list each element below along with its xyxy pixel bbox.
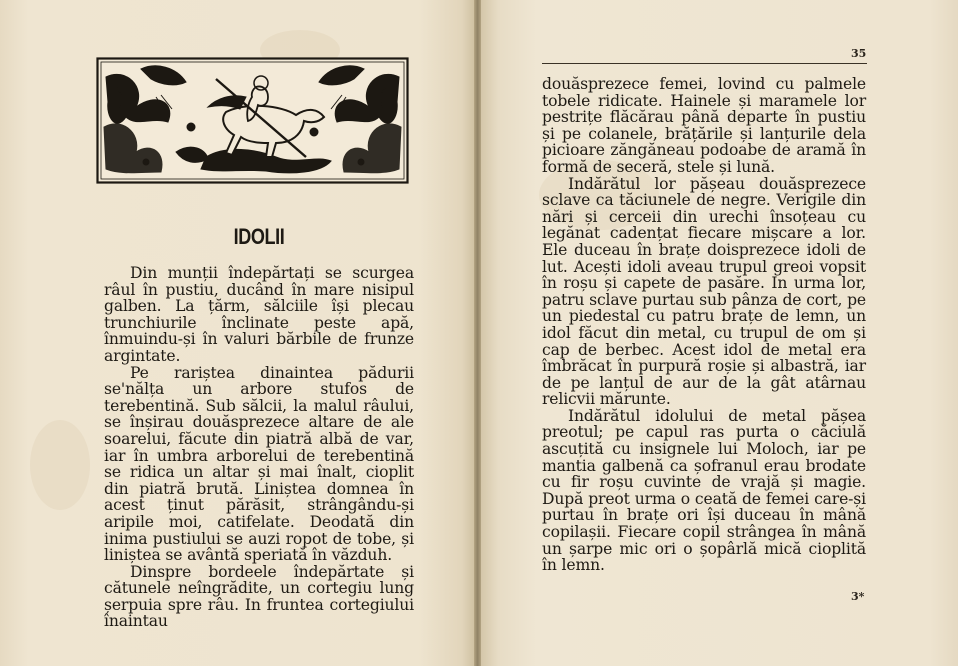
paragraph: Pe rariștea dinaintea pădurii se'nălța un arbore stufos de terebentină. Sub sălcii, la malul râului, se înșirau douăsprezece altare de ale soarelui, făcute din piatră albă de var, iar în umbra arborelui de terebentină se ridica un altar și mai înalt, cioplit din piatră brută. Liniștea domnea în acest ținut părăsit, strângându-și aripile moi, catifelate. Deodată din inima pustiului se auzi ropot de tobe, și liniștea se avântă speriată în văzduh.	[104, 363, 414, 565]
left-page-body	[104, 265, 414, 630]
paragraph: douăsprezece femei, lovind cu palmele tobele ridicate. Hainele și maramele lor pestrițe flăcărau până departe în pustiu și pe colanele, brățările și lanțurile dela picioare zăngăneau podoabe de aramă în formă de seceră, stele și lună.	[542, 75, 866, 176]
chapter-title: IDOLII	[233, 224, 285, 249]
paragraph: Dinspre bordeele îndepărtate și cătunele neîngrădite, un cortegiu lung șerpuia spre râu. In fruntea cortegiului înaintau	[104, 562, 414, 631]
book-gutter	[474, 0, 481, 666]
paragraph: Indărătul lor pășeau douăsprezece sclave ca tăciunele de negre. Verigile din nări și cerceii din urechi însoțeau cu legănat cadențat fiecare mișcare a lor. Ele duceau în brațe doisprezece idoli de lut. Acești idoli aveau trupul greoi vopsit în roșu și capete de pasăre. In urma lor, patru sclave purtau sub pânza de cort, pe un piedestal cu patru brațe de lemn, un idol făcut din metal, cu trupul de om și cap de berbec. Acest idol de metal era îmbrăcat în purpură roșie și albastră, iar de pe lanțul de aur de la gât atârnau relicvii mărunte.	[542, 174, 866, 409]
paper-stain	[30, 420, 90, 510]
paragraph: Indărătul idolului de metal pășea preotul; pe capul ras purta o căciulă ascuțită cu insignele lui Moloch, iar pe mantia galbenă ca șofranul erau brodate cu fir roșu cuvinte de vrajă și magie. După preot urma o ceată de femei care-și purtau în brațe ori își duceau în mână copilașii. Fiecare copil strângea în mână un șarpe mic ori o șopârlă mică cioplită în lemn.	[542, 406, 866, 575]
paragraph: Din munții îndepărtați se scurgea râul în pustiu, ducând în mare nisipul galben. La țărm, sălciile își plecau trunchiurile înclinate peste apă, înmuindu-și în valuri bărbile de frunze argintate.	[104, 264, 414, 365]
signature-mark: 3*	[851, 590, 865, 603]
right-page-body	[542, 76, 866, 574]
engraved-vignette-illustration	[96, 57, 409, 184]
page-number: 35	[851, 47, 867, 60]
header-rule	[542, 63, 867, 64]
